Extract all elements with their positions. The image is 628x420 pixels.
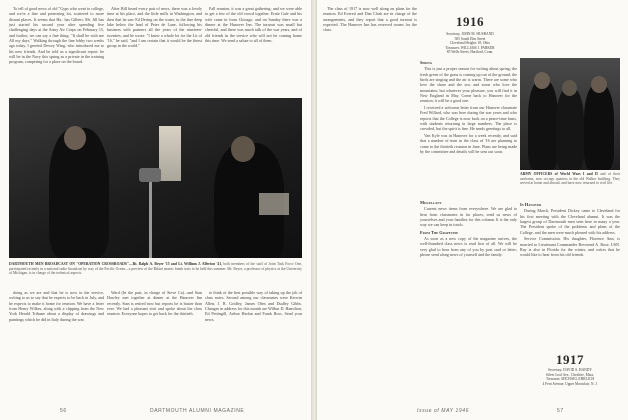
right-page [317, 0, 628, 420]
army-photo-caption: ARMY OFFICERS of World Wars I and II and of their uniforms, now occupy quarters in the old Walker building. They served at home and abroad, and have now returned to civil life. [520, 172, 621, 186]
column-miscellany: Miscellany Current news items from everywhere. We are glad to hear from classmates in far places; send us news of yourselves and your families for this column. It is the only way we can keep in touch. From The Grapevine As soon as a new copy of the magazine arrives, the well-thumbed class news is read first of all. We will be very glad to hear from any of you by post card or letter; please send along news of yourself and the family. [420, 200, 517, 258]
army-officers-photo [520, 58, 620, 170]
column-spring: Spring This is just a proper season for writing about spring; the fresh green of the grass is coming up out of the ground, the birds are singing and the air is warm. There are some who love the shore and the sea, and some who love the mountains; but whatever your pleasure, you will find it in New England in May. Come back to Hanover for the reunion; it will be a good one. I received a welcome letter from our Hanover classmate Fred Willard, who was here during the war years and who reports that the College is now back on a peace-time basis, with students returning in large numbers. The place is crowded, but the spirit is fine. He sends greetings to all. Van Kyle was in Hanover for a week recently, and said that a number of men in the class of '16 are planning to come to the thirtieth reunion in June. Plans are being made by the committee and details will be sent out soon. [420, 60, 517, 155]
class-year-1917: 1917 [556, 352, 584, 367]
column-5: Ward (In the past, in charge of Steve Ca)...and Stan Hawley met together at dinner at the Hanover Inn recently. Stan is retired now but reports he is busier than ever. We had a pleasant visit and spoke about the class reunion. Everyone hopes to get back for the thirtieth. [107, 290, 202, 317]
column-3: Fall reunion, it was a great gathering; and we were able to get a few of the old crowd together. Ernie Gale and his wife came in from Chicago, and on Sunday there was a dinner at the Hanover Inn. The turnout was small but cheerful, and there was much talk of the war years, and of old friends in the service who will not be coming home this time. We send a salute to all of them. [205, 6, 302, 44]
column-1: To tell of good news of old "Gyps who went to college, and we're a fine and promising lot, scattered to more distant places. It seems that Ha.. has Gilbert, Mr. Jill has just started his second year after spending five challenging days at the Army Air Corps on February 15, and further, we can say a fine thing: "It shall be with me All my days." Walking through the fine lobby two weeks ago today, I greeted Dewey Wing, who introduced me to his new friends. And he told us a significant report: he will be in the Navy this spring as a private in the training program, competing for a place on the board. [9, 6, 104, 65]
class-officers-1916: Secretary, JOHN M. HUSBAND 305 South Elm Street Cleveland Heights 18, Ohio Treasurer, WILLIAM J. PARKER 85 Wells Street, Hartford, Conn. [445, 32, 495, 55]
column-2: After Bill heard every pair of news, there was a lovely time at his place, and the little mills in Washington, and then that he saw Ed Dering on the water, in the fine deep lake below the land of Peter de Lane, following his business with partners all the years of the nineteen-twenties; and he wrote: "I knew a whole lot for the Lit of '16," he said, "and I am certain that it would be the finest group in the world." [107, 6, 202, 49]
left-page-number: 56 [60, 408, 67, 414]
column-hanover: In Hanover During March, President Dickey came to Cleveland for his first meeting with the Cleveland alumni. It was the largest group of Dartmouth men seen here in many a year. The President spoke of the problems and plans of the College, and the men were much pleased with his address. Service Commission. His daughter, Florence Ann, is married to Lieutenant Commander Reverend A. Rose, USN. Ray is also in Florida for the winter, and writes that he would like to hear from his old friends. [520, 202, 620, 258]
right-page-number: 57 [557, 408, 564, 414]
column-4: doing as we are and that he is now in the service, writing to us to say that he expects to be back in July, and he expects to make it home for reunion. We have a letter from Henry Wilkes, along with a clipping from the New York Herald Tribune about a display of drawings and paintings which he did in Italy during the war. [9, 290, 104, 322]
class-year-1916: 1916 [456, 14, 484, 29]
right-issue-date: Issue of MAY 1946 [417, 408, 469, 414]
left-page [0, 0, 311, 420]
class-officers-1917: Secretary, DAVID S. HANDY Silver Leaf Ave., Cheshire, Mass. Treasurer, MICHAEL EHRLICH 4 Fern Avenue, Upper Montclair, N. J. [542, 368, 598, 386]
photo-caption: DARTMOUTH MEN BROADCAST ON "OPERATION CROSSROADS"—Rt. Ralph A. Beyer '15 and Lt. William J. Allerton '41, both members of the staff of Joint Task Force One, participated recently in a national radio broadcast by way of the Pacific Ocean—a preview of the Bikini atomic bomb tests to be held this summer. Mr. Beyer, a professor of physics at the University of Michigan, is in charge of the technical aspects. [9, 262, 303, 276]
broadcast-photo [9, 98, 302, 258]
left-running-title: DARTMOUTH ALUMNI MAGAZINE [150, 408, 245, 414]
column-service: The class of 1917 is now well along on plans for the reunion. Ed Everett and Dan Clark are in charge of the arrangements, and they report that a good turnout is expected. The Hanover Inn has reserved rooms for the class. [323, 6, 417, 33]
column-6: to think of the best possible way of taking up the job of class notes. Second among our classmates were Kerwin Allen, J. R. Gridley, James Olen and Dudley Gibbs. Changes in address for this month are Wilbur D. Hamilton, Ed Pettingill, Arthur Harlan and Frank Ross. Send your news. [205, 290, 302, 322]
